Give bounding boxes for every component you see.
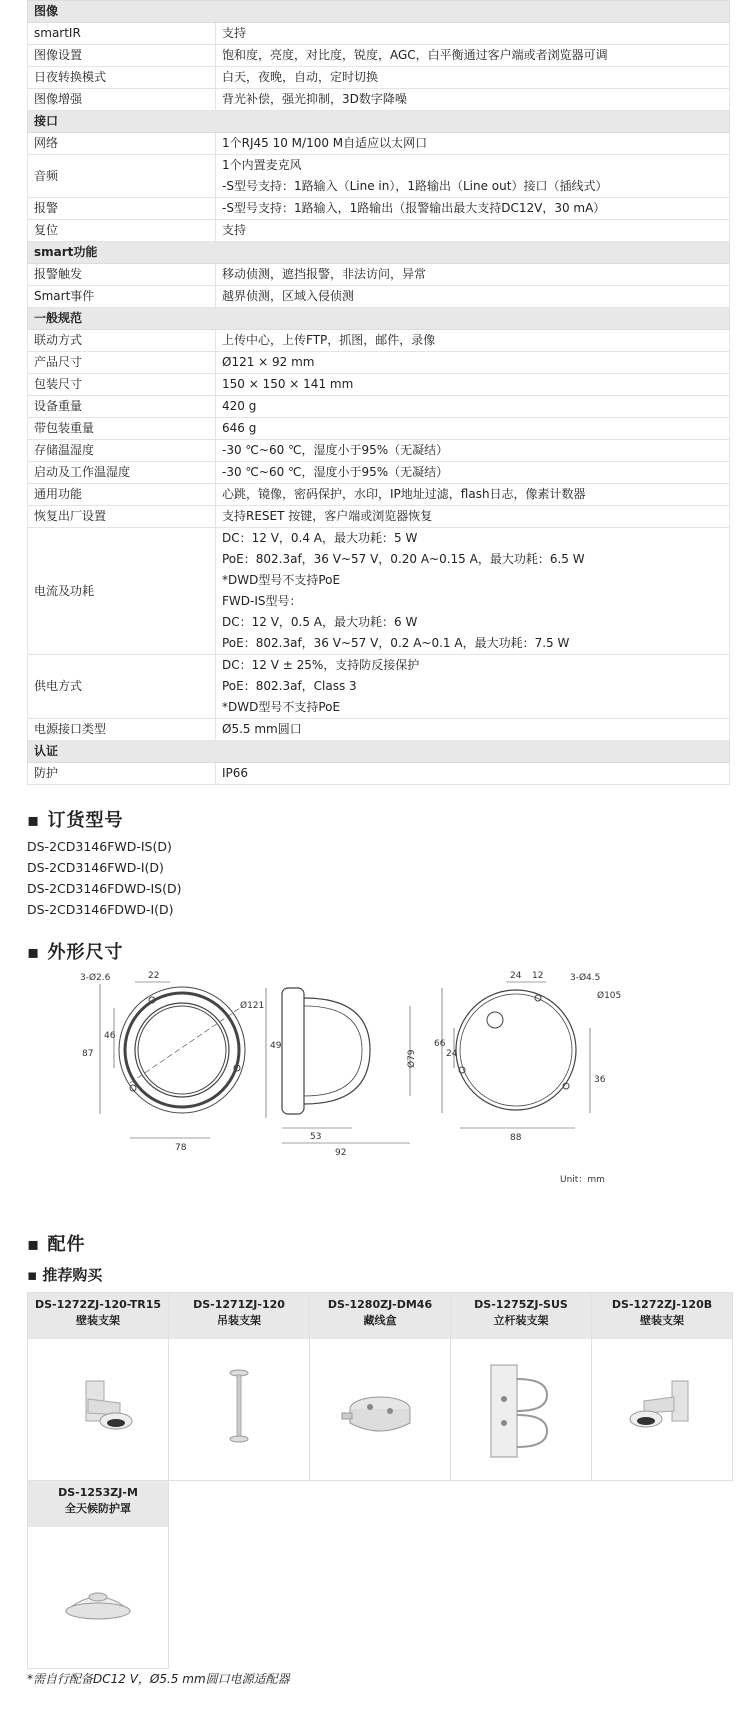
spec-key: 日夜转换模式 bbox=[28, 67, 216, 89]
spec-value-line: -S型号支持：1路输入（Line in），1路输出（Line out）接口（插线式） bbox=[222, 179, 608, 193]
side-bottom-total-dim: 92 bbox=[335, 1148, 347, 1158]
spec-value-line: Ø121 × 92 mm bbox=[222, 355, 315, 369]
spec-key: 恢复出厂设置 bbox=[28, 506, 216, 528]
spec-row bbox=[28, 67, 730, 89]
accessory-model: DS-1275ZJ-SUS bbox=[474, 1298, 568, 1311]
spec-row bbox=[28, 506, 730, 528]
spec-key: Smart事件 bbox=[28, 286, 216, 308]
accessories-grid bbox=[27, 1292, 733, 1669]
front-left-outer-dim: 87 bbox=[82, 1049, 94, 1059]
accessory-model: DS-1271ZJ-120 bbox=[193, 1298, 285, 1311]
spec-value-line: 上传中心，上传FTP，抓图，邮件，录像 bbox=[222, 333, 436, 347]
spec-value bbox=[216, 440, 730, 462]
accessory-card bbox=[592, 1293, 733, 1481]
spec-value-line: *DWD型号不支持PoE bbox=[222, 700, 341, 714]
order-section-title: ▪ 订货型号 bbox=[27, 810, 124, 831]
spec-value-line: Ø5.5 mm圆口 bbox=[222, 722, 302, 736]
spec-row bbox=[28, 89, 730, 111]
spec-row bbox=[28, 396, 730, 418]
spec-row bbox=[28, 23, 730, 45]
spec-value bbox=[216, 374, 730, 396]
spec-value-line: DC：12 V ± 25%，支持防反接保护 bbox=[222, 658, 420, 672]
spec-value bbox=[216, 286, 730, 308]
spec-row bbox=[28, 133, 730, 155]
accessory-card bbox=[451, 1293, 592, 1481]
accessory-card bbox=[310, 1293, 451, 1481]
accessory-model: DS-1253ZJ-M bbox=[58, 1486, 138, 1499]
spec-key: 复位 bbox=[28, 220, 216, 242]
base-hole-label: 3-Ø4.5 bbox=[570, 973, 601, 983]
base-view bbox=[442, 982, 590, 1128]
spec-row bbox=[28, 763, 730, 785]
spec-value bbox=[216, 264, 730, 286]
spec-section-header bbox=[28, 308, 730, 330]
order-title: 订货型号 bbox=[47, 810, 124, 831]
spec-row bbox=[28, 220, 730, 242]
spec-value bbox=[216, 506, 730, 528]
accessory-name: 全天候防护罩 bbox=[65, 1502, 131, 1515]
spec-value bbox=[216, 352, 730, 374]
spec-row bbox=[28, 374, 730, 396]
spec-value bbox=[216, 198, 730, 220]
spec-key: smartIR bbox=[28, 23, 216, 45]
front-hole-label: 3-Ø2.6 bbox=[80, 973, 111, 983]
spec-key: 供电方式 bbox=[28, 655, 216, 719]
spec-row bbox=[28, 155, 730, 198]
spec-section-title: 图像 bbox=[28, 1, 730, 23]
spec-section-header bbox=[28, 242, 730, 264]
spec-key: 电流及功耗 bbox=[28, 528, 216, 655]
accessory-card bbox=[28, 1481, 169, 1669]
spec-value bbox=[216, 528, 730, 655]
spec-value-line: FWD-IS型号： bbox=[222, 594, 302, 608]
order-model-list bbox=[27, 836, 182, 920]
spec-key: 包装尺寸 bbox=[28, 374, 216, 396]
spec-row bbox=[28, 484, 730, 506]
power-adapter-note: *需自行配备DC12 V，Ø5.5 mm圆口电源适配器 bbox=[27, 1672, 290, 1686]
spec-row bbox=[28, 330, 730, 352]
spec-row bbox=[28, 719, 730, 741]
front-top-dim: 22 bbox=[148, 971, 160, 981]
spec-row bbox=[28, 418, 730, 440]
spec-value-line: PoE：802.3af，Class 3 bbox=[222, 679, 357, 693]
spec-key: 音频 bbox=[28, 155, 216, 198]
accessory-name: 吊装支架 bbox=[217, 1314, 261, 1327]
spec-value bbox=[216, 23, 730, 45]
spec-row bbox=[28, 45, 730, 67]
spec-value-line: 支持RESET 按键，客户端或浏览器恢复 bbox=[222, 509, 433, 523]
spec-row bbox=[28, 528, 730, 655]
front-diameter-dim: Ø121 bbox=[240, 1001, 265, 1011]
base-diameter-dim: Ø105 bbox=[597, 991, 622, 1001]
accessory-card bbox=[169, 1293, 310, 1481]
spec-table bbox=[27, 0, 730, 785]
base-bottom-dim: 88 bbox=[510, 1133, 522, 1143]
spec-key: 产品尺寸 bbox=[28, 352, 216, 374]
spec-key: 联动方式 bbox=[28, 330, 216, 352]
spec-section-title: 认证 bbox=[28, 741, 730, 763]
spec-row bbox=[28, 352, 730, 374]
spec-section-title: 接口 bbox=[28, 111, 730, 133]
spec-value bbox=[216, 655, 730, 719]
accessory-name: 壁装支架 bbox=[640, 1314, 684, 1327]
unit-label: Unit：mm bbox=[560, 1175, 605, 1185]
spec-value-line: 646 g bbox=[222, 421, 257, 435]
accessories-subtitle: ▪ 推荐购买 bbox=[27, 1266, 103, 1284]
accessory-name: 立杆装支架 bbox=[493, 1314, 549, 1327]
base-top-dim-b: 12 bbox=[532, 971, 544, 981]
spec-value bbox=[216, 133, 730, 155]
order-model: DS-2CD3146FDWD-IS(D) bbox=[27, 881, 182, 896]
spec-value-line: 支持 bbox=[222, 223, 247, 237]
accessories-title: 配件 bbox=[47, 1234, 86, 1255]
spec-key: 图像设置 bbox=[28, 45, 216, 67]
spec-value bbox=[216, 462, 730, 484]
spec-key: 带包装重量 bbox=[28, 418, 216, 440]
front-left-inner-dim: 46 bbox=[104, 1031, 116, 1041]
side-height-dim: Ø79 bbox=[407, 1049, 417, 1068]
spec-row bbox=[28, 655, 730, 719]
recommended-purchase-label: 推荐购买 bbox=[42, 1266, 103, 1284]
spec-key: 存储温湿度 bbox=[28, 440, 216, 462]
spec-value-line: DC：12 V，0.4 A，最大功耗：5 W bbox=[222, 531, 418, 545]
spec-row bbox=[28, 286, 730, 308]
spec-value bbox=[216, 484, 730, 506]
dimension-drawing bbox=[70, 968, 690, 1198]
accessory-model: DS-1272ZJ-120B bbox=[611, 1298, 713, 1311]
spec-key: 报警触发 bbox=[28, 264, 216, 286]
base-right-dim: 36 bbox=[594, 1075, 606, 1085]
spec-value-line: 越界侦测，区域入侵侦测 bbox=[222, 289, 355, 303]
spec-row bbox=[28, 462, 730, 484]
spec-value-line: 心跳，镜像，密码保护，水印，IP地址过滤，flash日志，像素计数器 bbox=[222, 487, 586, 501]
spec-value-line: 1个内置麦克风 bbox=[222, 158, 302, 172]
spec-section-title: smart功能 bbox=[28, 242, 730, 264]
spec-key: 报警 bbox=[28, 198, 216, 220]
accessory-name: 壁装支架 bbox=[76, 1314, 120, 1327]
order-model: DS-2CD3146FDWD-I(D) bbox=[27, 902, 174, 917]
spec-row bbox=[28, 198, 730, 220]
front-right-dim: 49 bbox=[270, 1041, 282, 1051]
spec-value-line: -30 ℃~60 ℃，湿度小于95%（无凝结） bbox=[222, 465, 449, 479]
spec-value bbox=[216, 330, 730, 352]
spec-value bbox=[216, 155, 730, 198]
side-bottom-inner-dim: 53 bbox=[310, 1132, 322, 1142]
spec-key: 设备重量 bbox=[28, 396, 216, 418]
accessory-model: DS-1280ZJ-DM46 bbox=[327, 1298, 433, 1311]
spec-value bbox=[216, 719, 730, 741]
junction-box-image bbox=[310, 1339, 450, 1480]
spec-value-line: 移动侦测，遮挡报警，非法访问，异常 bbox=[222, 267, 427, 281]
spec-value-line: DC：12 V，0.5 A，最大功耗：6 W bbox=[222, 615, 418, 629]
spec-row bbox=[28, 440, 730, 462]
spec-section-title: 一般规范 bbox=[28, 308, 730, 330]
spec-value-line: -30 ℃~60 ℃，湿度小于95%（无凝结） bbox=[222, 443, 449, 457]
base-top-dim-a: 24 bbox=[510, 971, 522, 981]
spec-value-line: -S型号支持：1路输入，1路输出（报警输出最大支持DC12V，30 mA） bbox=[222, 201, 606, 215]
accessory-card bbox=[28, 1293, 169, 1481]
pole-mount-image bbox=[451, 1339, 591, 1480]
spec-value bbox=[216, 67, 730, 89]
spec-value bbox=[216, 396, 730, 418]
spec-value-line: *DWD型号不支持PoE bbox=[222, 573, 341, 587]
front-bottom-dim: 78 bbox=[175, 1143, 187, 1153]
dimensions-section-title: ▪ 外形尺寸 bbox=[27, 942, 124, 963]
accessories-section-title: ▪ 配件 bbox=[27, 1234, 86, 1255]
dimensions-title: 外形尺寸 bbox=[47, 942, 124, 963]
spec-section-header bbox=[28, 1, 730, 23]
spec-key: 电源接口类型 bbox=[28, 719, 216, 741]
spec-row bbox=[28, 264, 730, 286]
spec-value-line: 150 × 150 × 141 mm bbox=[222, 377, 354, 391]
spec-value-line: 白天，夜晚，自动，定时切换 bbox=[222, 70, 379, 84]
wall-mount-image bbox=[28, 1339, 168, 1480]
spec-value bbox=[216, 418, 730, 440]
spec-value-line: 背光补偿，强光抑制，3D数字降噪 bbox=[222, 92, 407, 106]
spec-value-line: 420 g bbox=[222, 399, 257, 413]
pendant-mount-image bbox=[169, 1339, 309, 1480]
spec-value bbox=[216, 45, 730, 67]
spec-value bbox=[216, 220, 730, 242]
base-left-outer-dim: 66 bbox=[434, 1039, 446, 1049]
order-model: DS-2CD3146FWD-I(D) bbox=[27, 860, 164, 875]
wall-mount-b-image bbox=[592, 1339, 732, 1480]
spec-value-line: 饱和度，亮度，对比度，锐度，AGC，白平衡通过客户端或者浏览器可调 bbox=[222, 48, 608, 62]
spec-key: 图像增强 bbox=[28, 89, 216, 111]
spec-value-line: PoE：802.3af，36 V~57 V，0.20 A~0.15 A，最大功耗：6.5 W bbox=[222, 552, 585, 566]
spec-value bbox=[216, 763, 730, 785]
spec-value-line: 支持 bbox=[222, 26, 247, 40]
spec-value-line: 1个RJ45 10 M/100 M自适应以太网口 bbox=[222, 136, 428, 150]
spec-key: 防护 bbox=[28, 763, 216, 785]
accessory-model: DS-1272ZJ-120-TR15 bbox=[34, 1298, 162, 1311]
spec-key: 网络 bbox=[28, 133, 216, 155]
spec-key: 启动及工作温湿度 bbox=[28, 462, 216, 484]
spec-value-line: PoE：802.3af，36 V~57 V，0.2 A~0.1 A，最大功耗：7.5 W bbox=[222, 636, 570, 650]
spec-value bbox=[216, 89, 730, 111]
weather-shield-image bbox=[28, 1527, 168, 1668]
spec-section-header bbox=[28, 741, 730, 763]
order-model: DS-2CD3146FWD-IS(D) bbox=[27, 839, 172, 854]
spec-key: 通用功能 bbox=[28, 484, 216, 506]
spec-value-line: IP66 bbox=[222, 766, 249, 780]
accessory-name: 藏线盒 bbox=[363, 1314, 397, 1327]
base-left-inner-dim: 24 bbox=[446, 1049, 458, 1059]
spec-section-header bbox=[28, 111, 730, 133]
side-view bbox=[282, 988, 410, 1143]
